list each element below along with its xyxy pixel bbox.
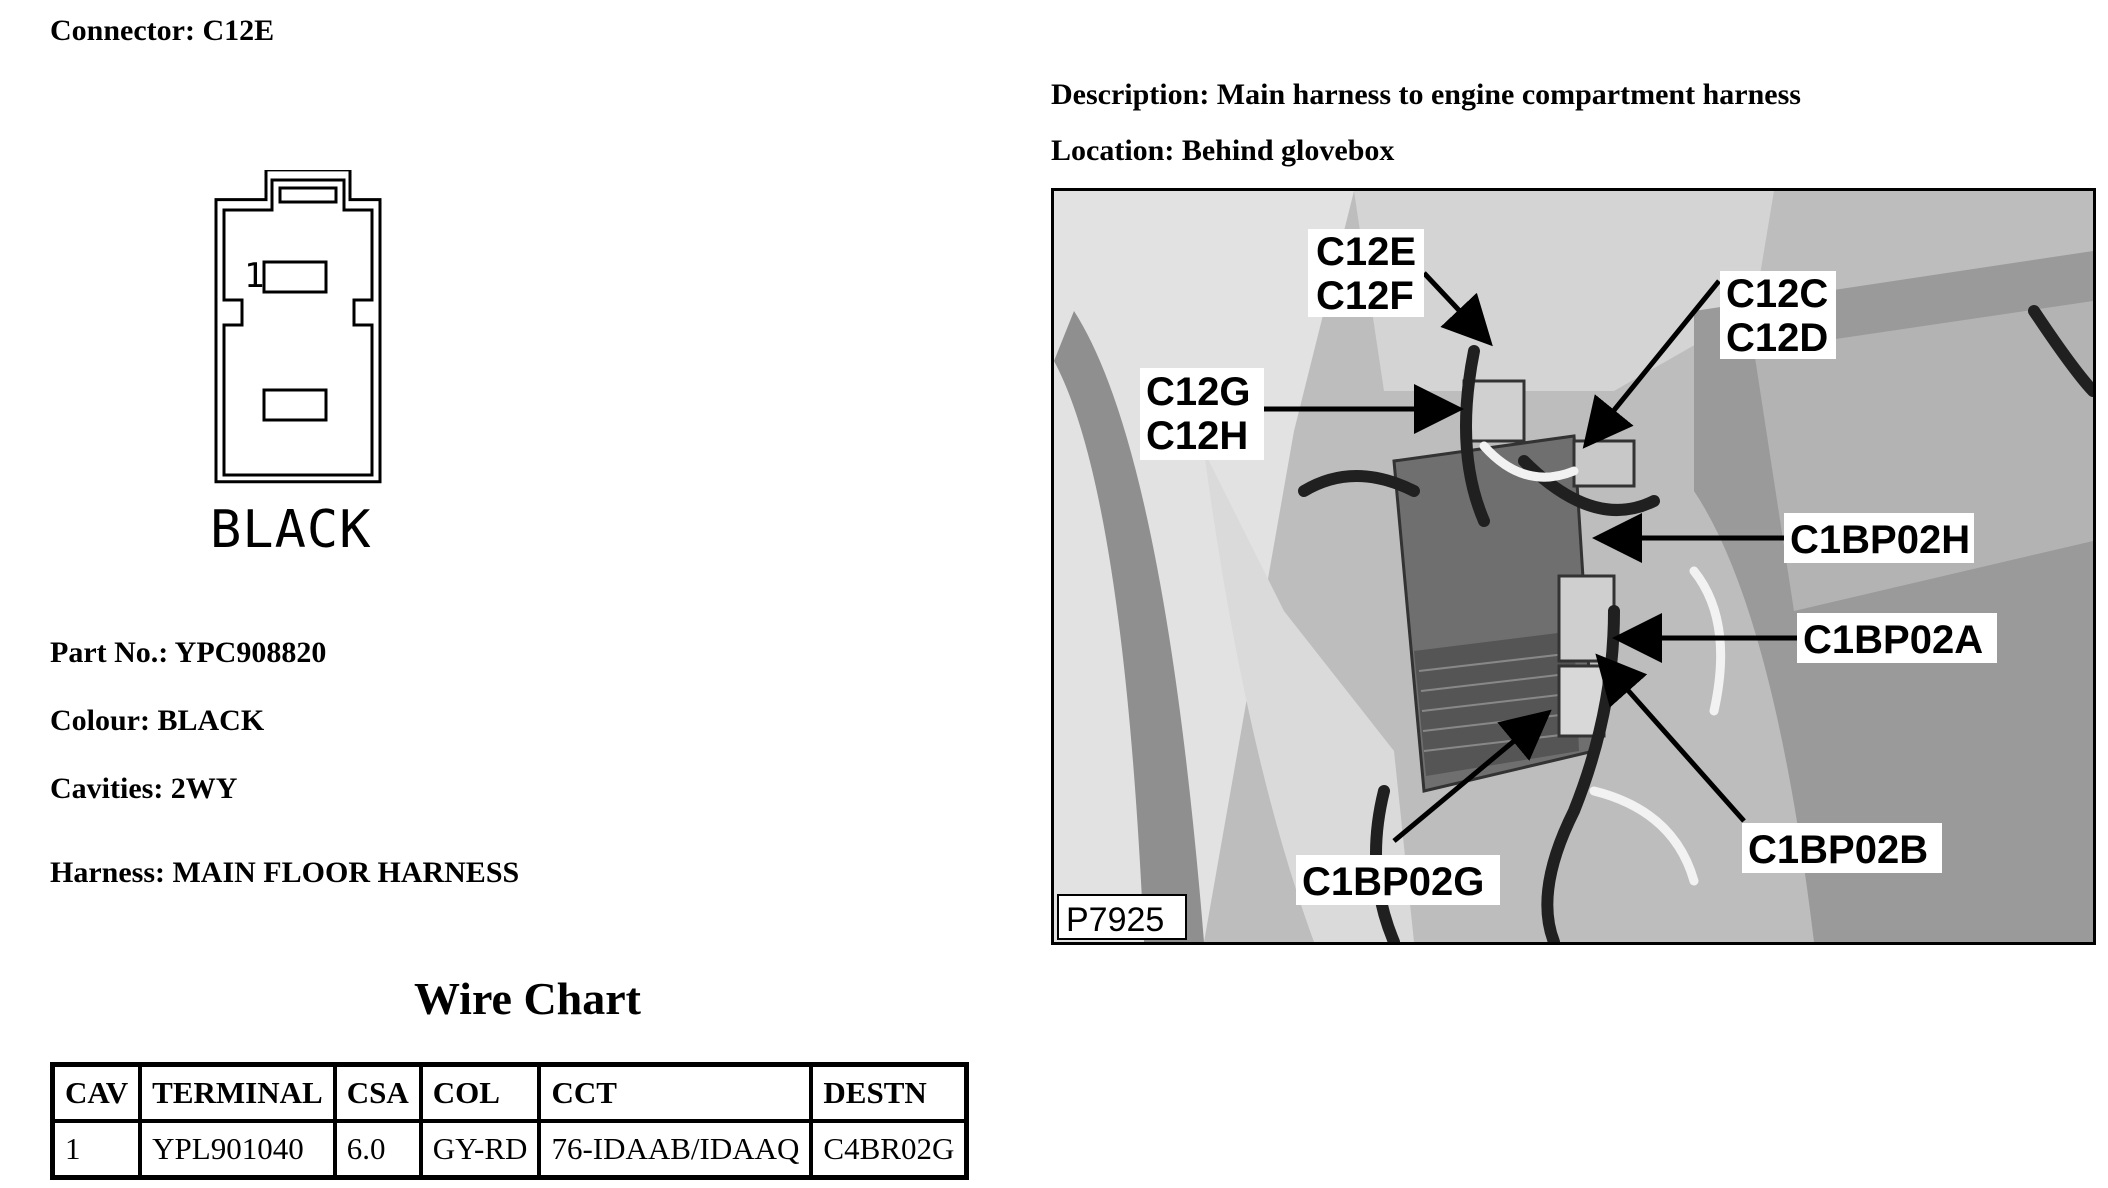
location-photo: [1051, 188, 2096, 945]
callout-c12e: C12E: [1316, 230, 1417, 274]
location: Location: Behind glovebox: [1051, 134, 1395, 167]
connector-face-diagram: [200, 170, 420, 490]
connector-title: Connector: C12E: [50, 14, 275, 47]
column-header-destn: DESTN: [811, 1065, 966, 1122]
cell-cct: 76-IDAAB/IDAAQ: [539, 1121, 811, 1178]
callout-c12g: C12G: [1146, 370, 1251, 414]
callout-c1bp02b: C1BP02B: [1748, 828, 1929, 872]
cell-col: GY-RD: [421, 1121, 540, 1178]
connector-colour-label: BLACK: [210, 500, 372, 560]
wire-chart-table: [50, 1062, 969, 1180]
column-header-cav: CAV: [53, 1065, 141, 1122]
callout-c1bp02h: C1BP02H: [1790, 518, 1971, 562]
wire-chart-title: Wire Chart: [414, 973, 641, 1024]
cell-destn: C4BR02G: [811, 1121, 966, 1178]
photo-id-label: P7925: [1066, 901, 1165, 939]
harness: Harness: MAIN FLOOR HARNESS: [50, 856, 520, 889]
column-header-col: COL: [421, 1065, 540, 1122]
callout-c12f: C12F: [1316, 274, 1414, 318]
column-header-cct: CCT: [539, 1065, 811, 1122]
callout-c12h: C12H: [1146, 414, 1249, 458]
colour: Colour: BLACK: [50, 704, 265, 737]
callout-c1bp02g: C1BP02G: [1302, 860, 1485, 904]
column-header-csa: CSA: [335, 1065, 421, 1122]
cell-terminal: YPL901040: [140, 1121, 335, 1178]
cell-csa: 6.0: [335, 1121, 421, 1178]
cavity-number-label: 1: [244, 256, 265, 296]
table-row: [53, 1121, 967, 1178]
description: Description: Main harness to engine compartment harness: [1051, 78, 1801, 111]
column-header-terminal: TERMINAL: [140, 1065, 335, 1122]
cell-cav: 1: [53, 1121, 141, 1178]
cavities: Cavities: 2WY: [50, 772, 238, 805]
callout-c1bp02a: C1BP02A: [1803, 618, 1984, 662]
callout-c12d: C12D: [1726, 316, 1829, 360]
table-header-row: [53, 1065, 967, 1122]
part-number: Part No.: YPC908820: [50, 636, 327, 669]
callout-c12c: C12C: [1726, 272, 1829, 316]
